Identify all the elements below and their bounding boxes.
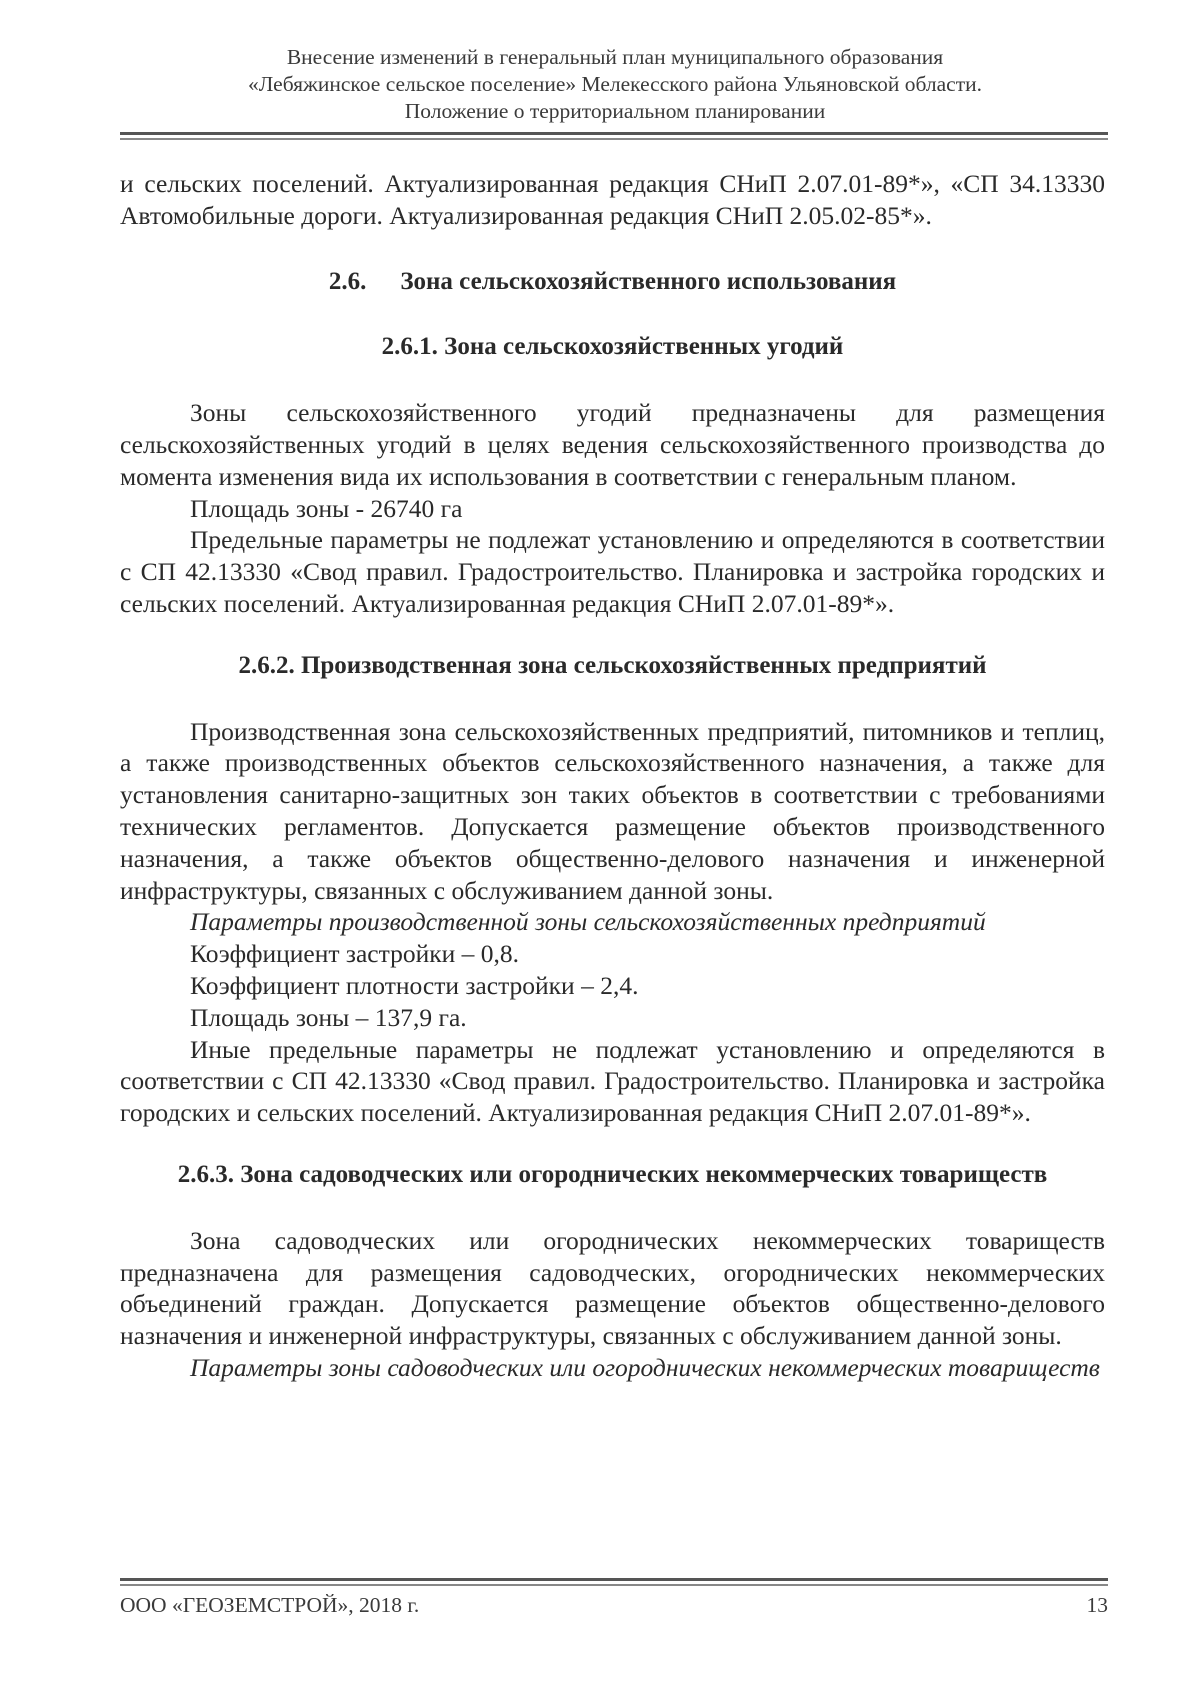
section-heading-2-6-3: 2.6.3. Зона садоводческих или огороднических некоммерческих товариществ (177, 1160, 1048, 1188)
paragraph-2-6-3-description: Зона садоводческих или огороднических некоммерческих товариществ предназначена для размещения садоводческих, огороднических некоммерческих объединений граждан. Допускается размещение объектов общественно-делового назначения и инженерной инфраструктуры, связанных с обслуживанием данной зоны. (120, 1225, 1105, 1351)
footer-company: ООО «ГЕОЗЕМСТРОЙ», 2018 г. (120, 1593, 420, 1617)
section-heading-2-6 (120, 266, 1105, 298)
header-line-2: «Лебяжинское сельское поселение» Мелекесского района Ульяновской области. (248, 72, 982, 96)
page-number: 13 (1086, 1593, 1108, 1617)
paragraph-2-6-2-parameters: Иные предельные параметры не подлежат установлению и определяются в соответствии с СП 42.13330 «Свод правил. Градостроительство. Планировка и застройка городских и сельских поселений. Актуализированная редакция СНиП 2.07.01-89*». (120, 1034, 1105, 1128)
building-coefficient: Коэффициент застройки – 0,8. (190, 939, 520, 969)
section-title: Зона сельскохозяйственного использования (400, 267, 897, 295)
parameters-title-2-6-2: Параметры производственной зоны сельскохозяйственных предприятий (190, 907, 986, 937)
section-number: 2.6. (328, 267, 367, 295)
zone-area-2-6-1: Площадь зоны - 26740 га (190, 493, 463, 523)
density-coefficient: Коэффициент плотности застройки – 2,4. (190, 970, 639, 1000)
paragraph-2-6-2-description: Производственная зона сельскохозяйственных предприятий, питомников и теплиц, а также производственных объектов сельскохозяйственного назначения, а также для установления санитарно-защитных зон таких объектов в соответствии с требованиями технических регламентов. Допускается размещение объектов производственного назначения, а также объектов общественно-делового назначения и инженерной инфраструктуры, связанных с обслуживанием данной зоны. (120, 716, 1105, 905)
zone-area-2-6-2: Площадь зоны – 137,9 га. (190, 1002, 467, 1032)
running-header (120, 44, 1110, 125)
header-line-1: Внесение изменений в генеральный план муниципального образования (286, 45, 944, 69)
parameters-title-2-6-3: Параметры зоны садоводческих или огороднических некоммерческих товариществ (190, 1352, 1100, 1382)
paragraph-2-6-1-description: Зоны сельскохозяйственного угодий предназначены для размещения сельскохозяйственных угодий в целях ведения сельскохозяйственного производства до момента изменения вида их использования в соответствии с генеральным планом. (120, 398, 1105, 491)
header-divider (120, 132, 1108, 135)
footer-divider (120, 1578, 1108, 1581)
section-heading-2-6-1: 2.6.1. Зона сельскохозяйственных угодий (381, 333, 844, 361)
paragraph-2-6-1-parameters: Предельные параметры не подлежат установлению и определяются в соответствии с СП 42.13330 «Свод правил. Градостроительство. Планировка и застройка городских и сельских поселений. Актуализированная редакция СНиП 2.07.01-89*». (120, 525, 1105, 618)
section-heading-2-6-2: 2.6.2. Производственная зона сельскохозяйственных предприятий (238, 651, 987, 679)
running-footer (120, 1593, 1108, 1618)
intro-paragraph: и сельских поселений. Актуализированная редакция СНиП 2.07.01-89*», «СП 34.13330 Автомобильные дороги. Актуализированная редакция СНиП 2.05.02-85*». (120, 169, 1105, 230)
page-body (120, 168, 1105, 1384)
header-line-3: Положение о территориальном планировании (404, 99, 826, 123)
